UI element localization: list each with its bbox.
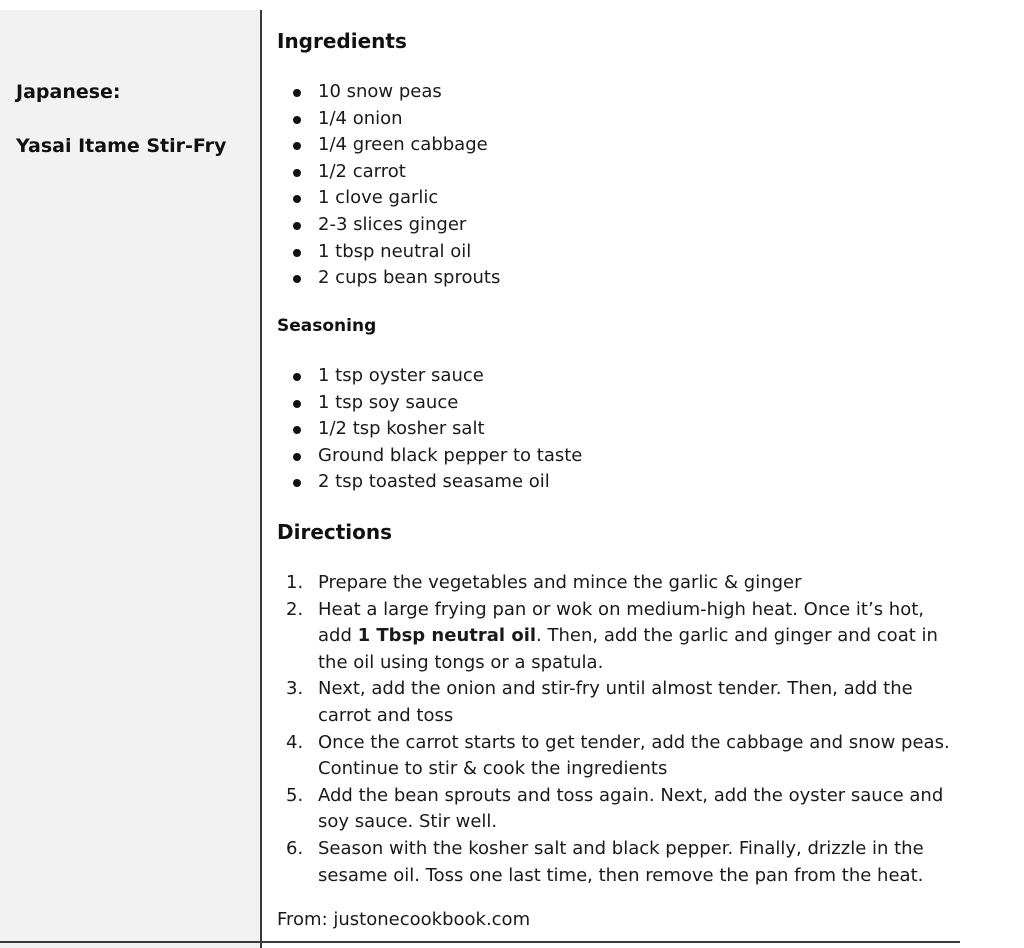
step-text-part: . Then, add the garlic and ginger and coat in the oil using tongs or a spatula. <box>318 625 938 673</box>
list-item: 1 clove garlic <box>277 185 957 212</box>
list-item: 1/4 green cabbage <box>277 132 957 159</box>
step-number: 6. <box>286 837 304 859</box>
list-item: 1 tbsp neutral oil <box>277 239 957 266</box>
list-item: 1 tsp oyster sauce <box>277 363 957 390</box>
direction-step <box>277 783 957 836</box>
ingredients-heading: Ingredients <box>277 29 407 53</box>
step-number: 4. <box>286 731 304 753</box>
source-credit: From: justonecookbook.com <box>277 909 531 930</box>
list-item: 2 cups bean sprouts <box>277 265 957 292</box>
list-item: 2-3 slices ginger <box>277 212 957 239</box>
list-item: 2 tsp toasted seasame oil <box>277 469 957 496</box>
step-bold-text: 1 Tbsp neutral oil <box>357 625 537 647</box>
step-number: 3. <box>286 678 304 700</box>
directions-heading: Directions <box>277 520 393 544</box>
step-number: 1. <box>286 572 304 593</box>
direction-step <box>277 676 957 729</box>
step-text: Once the carrot starts to get tender, add the cabbage and snow peas. Continue to stir & cook the ingredients <box>318 731 950 780</box>
ingredients-list <box>277 79 957 292</box>
step-text: Next, add the onion and stir-fry until almost tender. Then, add the carrot and toss <box>318 678 913 726</box>
step-text-part: Heat a large frying pan or wok on medium-high heat. Once it’s hot, add <box>318 598 924 647</box>
step-number: 2. <box>286 598 304 620</box>
seasoning-list <box>277 363 957 496</box>
step-text: Add the bean sprouts and toss again. Next, add the oyster sauce and soy sauce. Stir well. <box>318 784 944 833</box>
bottom-rule <box>0 941 960 943</box>
step-text: Season with the kosher salt and black pepper. Finally, drizzle in the sesame oil. Toss one last time, then remove the pan from the heat. <box>318 837 924 886</box>
direction-step <box>277 597 957 677</box>
list-item: 1/4 onion <box>277 106 957 133</box>
seasoning-heading: Seasoning <box>277 316 377 336</box>
dish-title: Yasai Itame Stir-Fry <box>16 135 227 157</box>
step-number: 5. <box>286 784 304 806</box>
list-item: 1 tsp soy sauce <box>277 390 957 417</box>
list-item: 10 snow peas <box>277 79 957 106</box>
directions-list <box>277 570 957 889</box>
cuisine-label: Japanese: <box>16 81 121 103</box>
column-divider <box>260 10 262 948</box>
step-text <box>318 599 938 673</box>
direction-step <box>277 730 957 783</box>
list-item: 1/2 carrot <box>277 159 957 186</box>
step-text: Prepare the vegetables and mince the garlic & ginger <box>318 572 802 593</box>
list-item: Ground black pepper to taste <box>277 443 957 470</box>
direction-step <box>277 836 957 889</box>
list-item: 1/2 tsp kosher salt <box>277 416 957 443</box>
direction-step <box>277 570 957 597</box>
